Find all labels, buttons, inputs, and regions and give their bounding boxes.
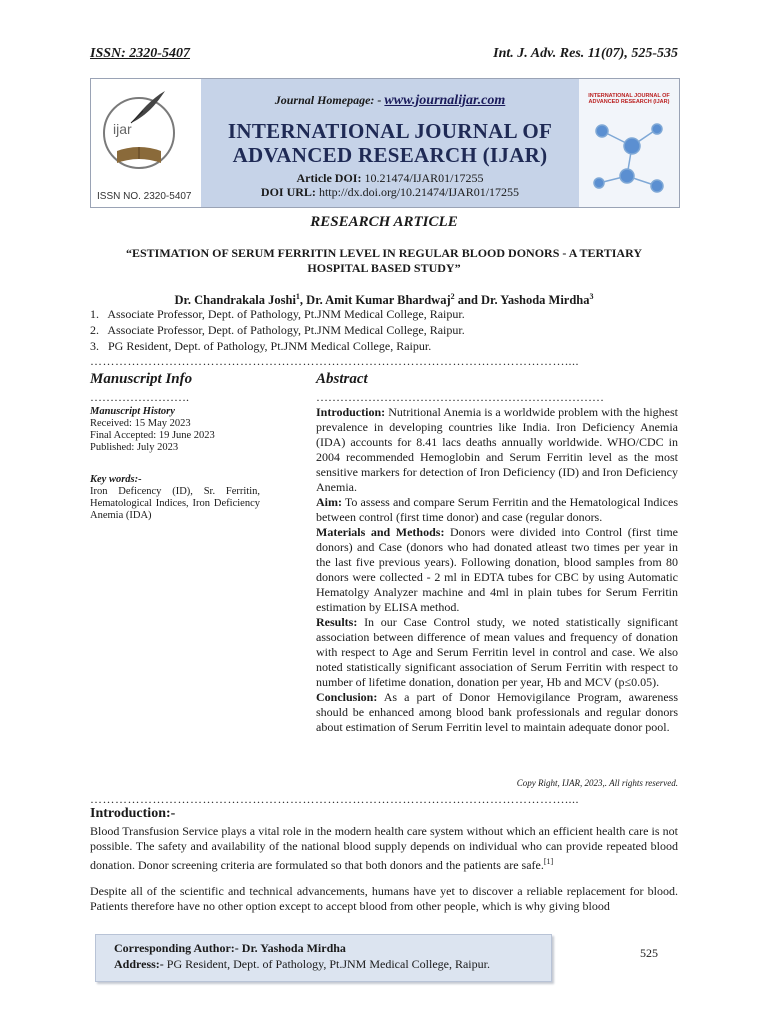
- affiliation-item: 3. PG Resident, Dept. of Pathology, Pt.JNM Medical College, Raipur.: [90, 339, 432, 353]
- author-1: Dr. Chandrakala Joshi: [174, 293, 296, 308]
- doi-label: Article DOI:: [296, 171, 362, 185]
- introduction-para-1: [90, 824, 678, 873]
- abstract-conclusion: [316, 690, 678, 735]
- manuscript-info-heading: Manuscript Info: [90, 371, 193, 387]
- running-header: [90, 46, 678, 62]
- intro-para-2-text: Despite all of the scientific and technical advancements, humans have yet to discover a reliable replacement for blood. Patients therefore have no other option except to accept blood from other people, which is why giving blood: [90, 884, 678, 913]
- author-3-sup: 3: [589, 292, 594, 301]
- introduction-heading: Introduction:-: [90, 806, 176, 821]
- conclusion-label: Conclusion:: [316, 690, 378, 704]
- abstract-separator: ………………………………………………………………: [316, 390, 604, 404]
- abstract-body: [316, 405, 678, 735]
- issn-text: ISSN: 2320-5407: [90, 46, 190, 61]
- molecule-icon: [587, 111, 673, 201]
- logo-text: ijar: [113, 121, 132, 137]
- journal-banner: [90, 78, 680, 208]
- page-number: 525: [640, 946, 658, 960]
- methods-text: Donors were divided into Control (first time donors) and Case (donors who had donated atleast two times per year in the last five previous years). Following donation, blood samples from 80 donors were collected - 2 ml in EDTA tubes for CBC by using Automatic Hematolgy Analyzer machine and 4ml in plain tubes for Serum Ferritin estimation by ELISA method.: [316, 525, 678, 614]
- keywords-label: Key words:-: [90, 474, 142, 485]
- address-text: PG Resident, Dept. of Pathology, Pt.JNM Medical College, Raipur.: [163, 957, 490, 971]
- intro-text: Nutritional Anemia is a worldwide problem with the highest prevalence in developing countries like India. Iron Deficiency Anemia (IDA) accounts for 8.41 lacs deaths annually worldwide. WHO/CDC in 2004 recommended Hemoglobin and Serum Ferritin level as the most sensitive markers for detection of Iron Deficiency (ID) and Iron Deficiency Anemia.: [316, 405, 678, 494]
- logo-issn: ISSN NO. 2320-5407: [97, 191, 192, 202]
- journal-title-line1: INTERNATIONAL JOURNAL OF: [227, 119, 553, 143]
- author-2-sup: 2: [450, 292, 455, 301]
- book-icon: [115, 143, 163, 167]
- affiliation-item: 1. Associate Professor, Dept. of Pathology, Pt.JNM Medical College, Raipur.: [90, 307, 465, 321]
- author-3: and Dr. Yashoda Mirdha: [454, 293, 590, 308]
- author-1-sup: 1: [295, 292, 300, 301]
- corresponding-author-box: [95, 934, 552, 982]
- homepage-label: Journal Homepage: -: [274, 93, 382, 107]
- citation-text: Int. J. Adv. Res. 11(07), 525-535: [493, 46, 678, 61]
- journal-homepage: [201, 93, 579, 109]
- results-label: Results:: [316, 615, 358, 629]
- separator-bottom: ……………………………………………………………………………………………………....: [90, 792, 579, 806]
- journal-cover: [579, 79, 679, 207]
- journal-title-line2: ADVANCED RESEARCH (IJAR): [232, 143, 548, 167]
- doi-block: [201, 171, 579, 199]
- cover-title: INTERNATIONAL JOURNAL OF ADVANCED RESEARCH (IJAR): [588, 93, 670, 105]
- address-label: Address:-: [114, 957, 164, 971]
- methods-label: Materials and Methods:: [316, 525, 445, 539]
- doi-url-label: DOI URL:: [260, 185, 316, 199]
- history-label: Manuscript History: [90, 406, 175, 417]
- abstract-aim: [316, 495, 678, 525]
- introduction-para-2: [90, 884, 678, 914]
- keywords-text: Iron Deficency (ID), Sr. Ferritin, Hematological Indices, Iron Deficiency Anemia (IDA): [90, 486, 260, 521]
- abstract-heading: Abstract: [316, 371, 368, 387]
- conclusion-text: As a part of Donor Hemovigilance Program, awareness should be enhanced among blood bank professionals and regular donors about estimation of Serum Ferritin level to maintain adequate donor pool.: [316, 690, 678, 734]
- doi-url-link[interactable]: http://dx.doi.org/10.21474/IJAR01/17255: [318, 185, 520, 199]
- intro-para-1-text: Blood Transfusion Service plays a vital role in the modern health care system without which an efficient health care is not possible. The safety and availability of the national blood supply depends on individual who can provide repeated blood donation. Donor screening criteria are formulated so that both donors and the patients are safe.: [90, 824, 678, 872]
- doi-value: 10.21474/IJAR01/17255: [364, 171, 484, 185]
- aim-text: To assess and compare Serum Ferritin and the Hematological Indices between control (first time donor) and case (regular donors.: [316, 495, 678, 524]
- abstract-introduction: [316, 405, 678, 495]
- abstract-results: [316, 615, 678, 690]
- author-2: , Dr. Amit Kumar Bhardwaj: [299, 293, 451, 308]
- journal-logo: [91, 79, 201, 207]
- copyright-notice: Copy Right, IJAR, 2023,. All rights reserved.: [516, 778, 678, 788]
- keywords-block: [90, 474, 260, 522]
- affiliation-item: 2. Associate Professor, Dept. of Pathology, Pt.JNM Medical College, Raipur.: [90, 323, 465, 337]
- published-date: Published: July 2023: [90, 442, 179, 453]
- manuscript-separator: …………………….: [90, 390, 189, 404]
- quill-icon: [127, 89, 167, 125]
- journal-title: [201, 119, 579, 167]
- article-title: “ESTIMATION OF SERUM FERRITIN LEVEL IN REGULAR BLOOD DONORS - A TERTIARY HOSPITAL BASED STUDY”: [125, 246, 643, 275]
- intro-label: Introduction:: [316, 405, 386, 419]
- received-date: Received: 15 May 2023: [90, 418, 191, 429]
- aim-label: Aim:: [316, 495, 342, 509]
- accepted-date: Final Accepted: 19 June 2023: [90, 430, 215, 441]
- abstract-methods: [316, 525, 678, 615]
- results-text: In our Case Control study, we noted statistically significant association between difference of mean values and frequency of donation with respect to Age and Serum Ferritin level in control and case. We also noted statistically significant association of Serum Ferritin with respect to number of lifetime donation, donation per year, Hb and MCV (p≤0.05).: [316, 615, 678, 689]
- corresponding-author-address: [114, 957, 490, 972]
- manuscript-history: [90, 406, 260, 454]
- reference-1-link[interactable]: [1]: [543, 857, 554, 866]
- homepage-link[interactable]: www.journalijar.com: [384, 93, 506, 108]
- article-type: RESEARCH ARTICLE: [310, 214, 458, 230]
- corresponding-author-title: Corresponding Author:- Dr. Yashoda Mirdha: [114, 941, 346, 955]
- affiliations: [90, 306, 465, 354]
- separator-top: ……………………………………………………………………………………………………....: [90, 354, 579, 368]
